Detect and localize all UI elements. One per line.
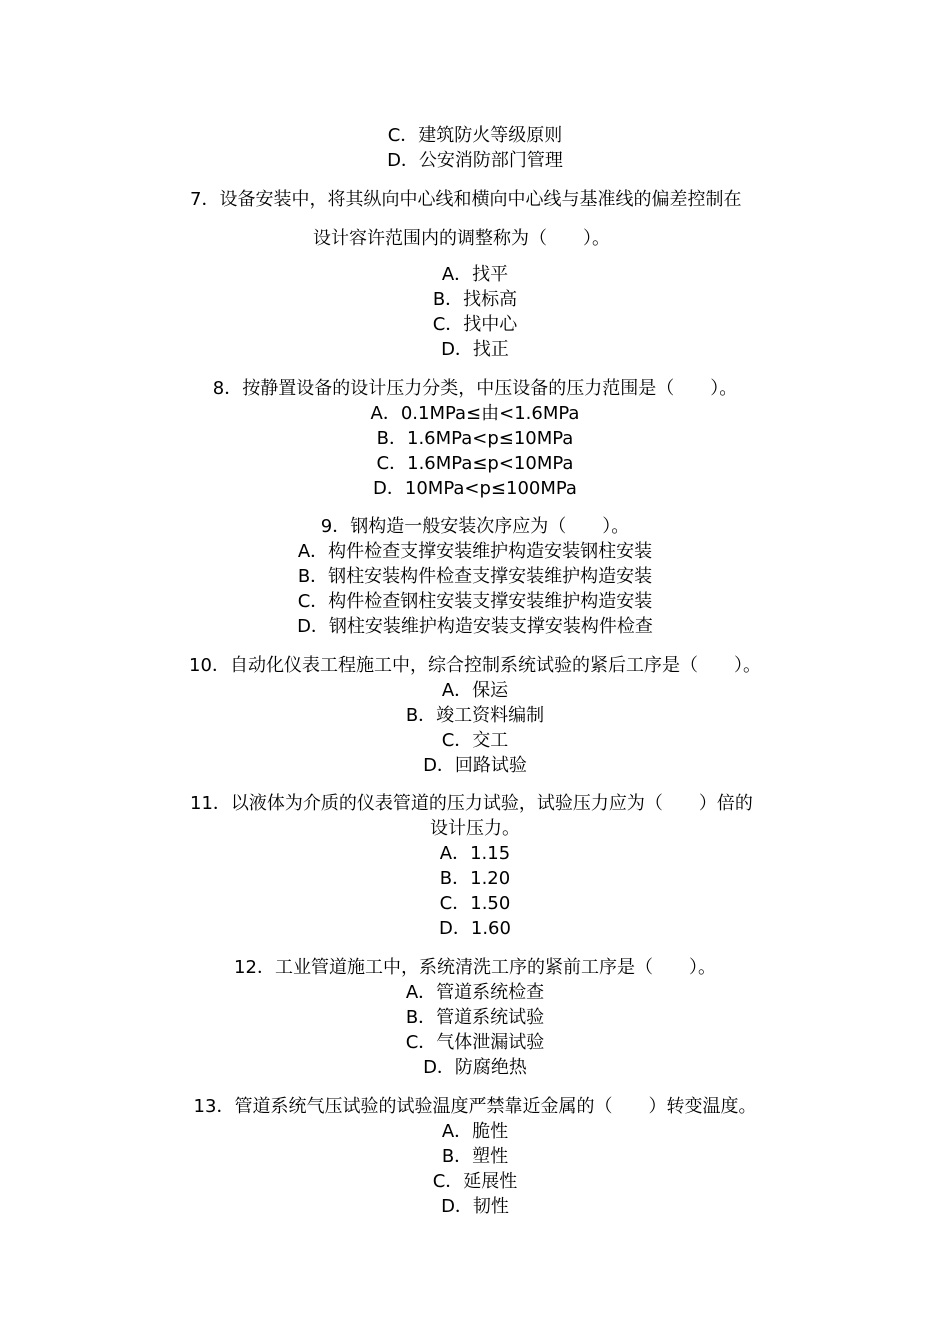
q10-option-b: B．竣工资料编制	[405, 705, 545, 726]
q11-option-b: B．1.20	[439, 868, 511, 889]
q7-option-d: D．找正	[441, 339, 509, 360]
q9-option-d: D．钢柱安装维护构造安装支撑安装构件检查	[297, 616, 653, 637]
q10-option-d: D．回路试验	[423, 755, 527, 776]
q13-option-a: A．脆性	[441, 1121, 509, 1142]
q13-option-d: D．韧性	[441, 1196, 509, 1217]
q6-option-c: C．建筑防火等级原则	[387, 125, 563, 146]
q8-option-d: D．10MPa<p≤100MPa	[373, 478, 577, 499]
q12-stem: 12．工业管道施工中，系统清洗工序的紧前工序是（ ）。	[234, 957, 716, 978]
q7-stem-line2: 设计容许范围内的调整称为（ ）。	[313, 228, 610, 249]
q6-option-d: D．公安消防部门管理	[387, 150, 563, 171]
q7-option-a: A．找平	[441, 264, 509, 285]
q11-stem-line2: 设计压力。	[430, 818, 520, 839]
q9-option-c: C．构件检查钢柱安装支撑安装维护构造安装	[297, 591, 653, 612]
q11-option-a: A．1.15	[439, 843, 511, 864]
q10-option-a: A．保运	[441, 680, 509, 701]
q8-option-c: C．1.6MPa≤p<10MPa	[376, 453, 574, 474]
q11-option-d: D．1.60	[439, 918, 511, 939]
q11-option-c: C．1.50	[439, 893, 511, 914]
q12-option-a: A．管道系统检查	[405, 982, 545, 1003]
q8-stem: 8．按静置设备的设计压力分类，中压设备的压力范围是（ ）。	[212, 378, 738, 399]
q12-option-c: C．气体泄漏试验	[405, 1032, 545, 1053]
q13-stem: 13．管道系统气压试验的试验温度严禁靠近金属的（ ）转变温度。	[193, 1096, 757, 1117]
q9-option-a: A．构件检查支撑安装维护构造安装钢柱安装	[297, 541, 653, 562]
q12-option-b: B．管道系统试验	[405, 1007, 545, 1028]
q13-option-b: B．塑性	[441, 1146, 509, 1167]
q8-option-b: B．1.6MPa<p≤10MPa	[376, 428, 574, 449]
q12-option-d: D．防腐绝热	[423, 1057, 527, 1078]
q7-stem-line1: 7．设备安装中，将其纵向中心线和横向中心线与基准线的偏差控制在	[190, 189, 742, 210]
q8-option-a: A．0.1MPa≤由<1.6MPa	[370, 403, 580, 424]
q9-option-b: B．钢柱安装构件检查支撑安装维护构造安装	[297, 566, 653, 587]
q9-stem: 9．钢构造一般安装次序应为（ ）。	[320, 516, 630, 537]
q7-option-b: B．找标高	[432, 289, 518, 310]
q10-option-c: C．交工	[441, 730, 509, 751]
q10-stem: 10．自动化仪表工程施工中，综合控制系统试验的紧后工序是（ ）。	[189, 655, 761, 676]
q11-stem-line1: 11．以液体为介质的仪表管道的压力试验，试验压力应为（ ）倍的	[190, 793, 753, 814]
q7-option-c: C．找中心	[432, 314, 518, 335]
q13-option-c: C．延展性	[432, 1171, 518, 1192]
